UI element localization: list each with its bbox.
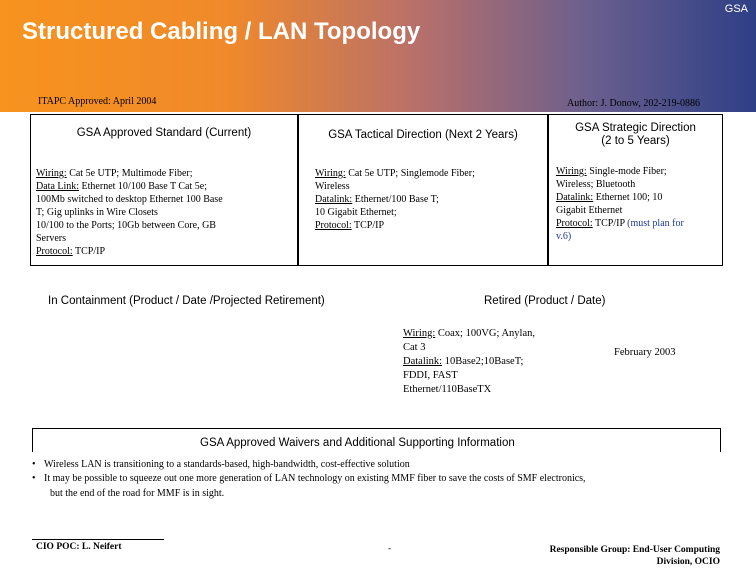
wiring-line: Cat 5e UTP; Singlemode Fiber; <box>345 168 475 179</box>
datalink-line: 10Base2;10BaseT; <box>442 356 524 367</box>
author: Author: J. Donow, 202-219-0886 <box>567 98 700 109</box>
datalink-line: 10 Gigabit Ethernet; <box>315 207 397 218</box>
wiring-line: Coax; 100VG; Anylan, <box>435 328 535 339</box>
responsible-line: Division, OCIO <box>656 557 720 567</box>
strategic-title-line: GSA Strategic Direction <box>575 122 696 134</box>
datalink-line: 100Mb switched to desktop Ethernet 100 Base <box>36 194 223 205</box>
tactical-direction-box <box>298 114 548 266</box>
datalink-label: Data Link: <box>36 181 80 192</box>
datalink-line: Ethernet/100 Base T; <box>352 194 439 205</box>
retired-title: Retired (Product / Date) <box>484 295 606 307</box>
footer-center-mark: - <box>388 543 391 553</box>
wiring-line: Wireless; Bluetooth <box>556 179 636 190</box>
wiring-label: Wiring: <box>315 168 346 179</box>
wiring-label: Wiring: <box>36 168 67 179</box>
datalink-label: Datalink: <box>315 194 353 205</box>
approval-date: ITAPC Approved: April 2004 <box>38 96 157 107</box>
tactical-direction-title: GSA Tactical Direction (Next 2 Years) <box>328 129 518 141</box>
protocol-label: Protocol: <box>556 218 593 229</box>
protocol-value: TCP/IP <box>351 220 385 231</box>
datalink-line: Ethernet 10/100 Base T Cat 5e; <box>79 181 207 192</box>
waivers-list <box>30 458 730 486</box>
datalink-label: Datalink: <box>403 356 443 367</box>
datalink-line: Ethernet 100; 10 <box>593 192 663 203</box>
protocol-value: TCP/IP <box>592 218 628 229</box>
wiring-label: Wiring: <box>556 166 587 177</box>
tactical-direction-body <box>315 167 543 232</box>
protocol-value: TCP/IP <box>72 246 106 257</box>
protocol-label: Protocol: <box>36 246 73 257</box>
datalink-line: Gigabit Ethernet <box>556 205 623 216</box>
list-item: • Wireless LAN is transitioning to a standards-based, high-bandwidth, cost-effective solution <box>30 458 730 472</box>
footer-divider <box>32 539 164 540</box>
protocol-label: Protocol: <box>315 220 352 231</box>
list-item-continuation: but the end of the road for MMF is in sight. <box>50 488 225 499</box>
waivers-title: GSA Approved Waivers and Additional Supporting Information <box>200 437 515 449</box>
retired-body <box>403 327 583 397</box>
containment-title: In Containment (Product / Date /Projected Retirement) <box>48 295 325 307</box>
datalink-label: Datalink: <box>556 192 594 203</box>
strategic-title-line: (2 to 5 Years) <box>601 135 670 147</box>
page-title: Structured Cabling / LAN Topology <box>22 18 421 45</box>
datalink-line: Servers <box>36 233 66 244</box>
datalink-line: T; Gig uplinks in Wire Closets <box>36 207 158 218</box>
wiring-label: Wiring: <box>403 328 436 339</box>
brand-mark: GSA <box>724 3 748 15</box>
strategic-direction-title <box>549 122 722 148</box>
strategic-direction-body <box>556 165 721 243</box>
wiring-value: Cat 5e UTP; Multimode Fiber; <box>66 168 193 179</box>
responsible-group <box>520 544 720 568</box>
retired-date: February 2003 <box>614 347 676 358</box>
wiring-line: Cat 3 <box>403 342 426 353</box>
current-standard-title: GSA Approved Standard (Current) <box>76 127 252 139</box>
wiring-line: Wireless <box>315 181 350 192</box>
strategic-direction-box <box>548 114 723 266</box>
datalink-line: Ethernet/110BaseTX <box>403 384 492 395</box>
wiring-line: Single-mode Fiber; <box>586 166 667 177</box>
protocol-note: (must plan for <box>627 218 684 229</box>
datalink-line: FDDI, FAST <box>403 370 458 381</box>
protocol-note: v.6) <box>556 231 572 242</box>
current-standard-body <box>36 167 294 258</box>
list-item: • It may be possible to squeeze out one more generation of LAN technology on existing MMF fiber to save the costs of SMF electronics, <box>30 472 730 486</box>
cio-poc: CIO POC: L. Neifert <box>36 542 122 552</box>
datalink-line: 10/100 to the Ports; 10Gb between Core, GB <box>36 220 216 231</box>
responsible-line: Responsible Group: End-User Computing <box>549 545 720 555</box>
current-standard-box <box>30 114 298 266</box>
